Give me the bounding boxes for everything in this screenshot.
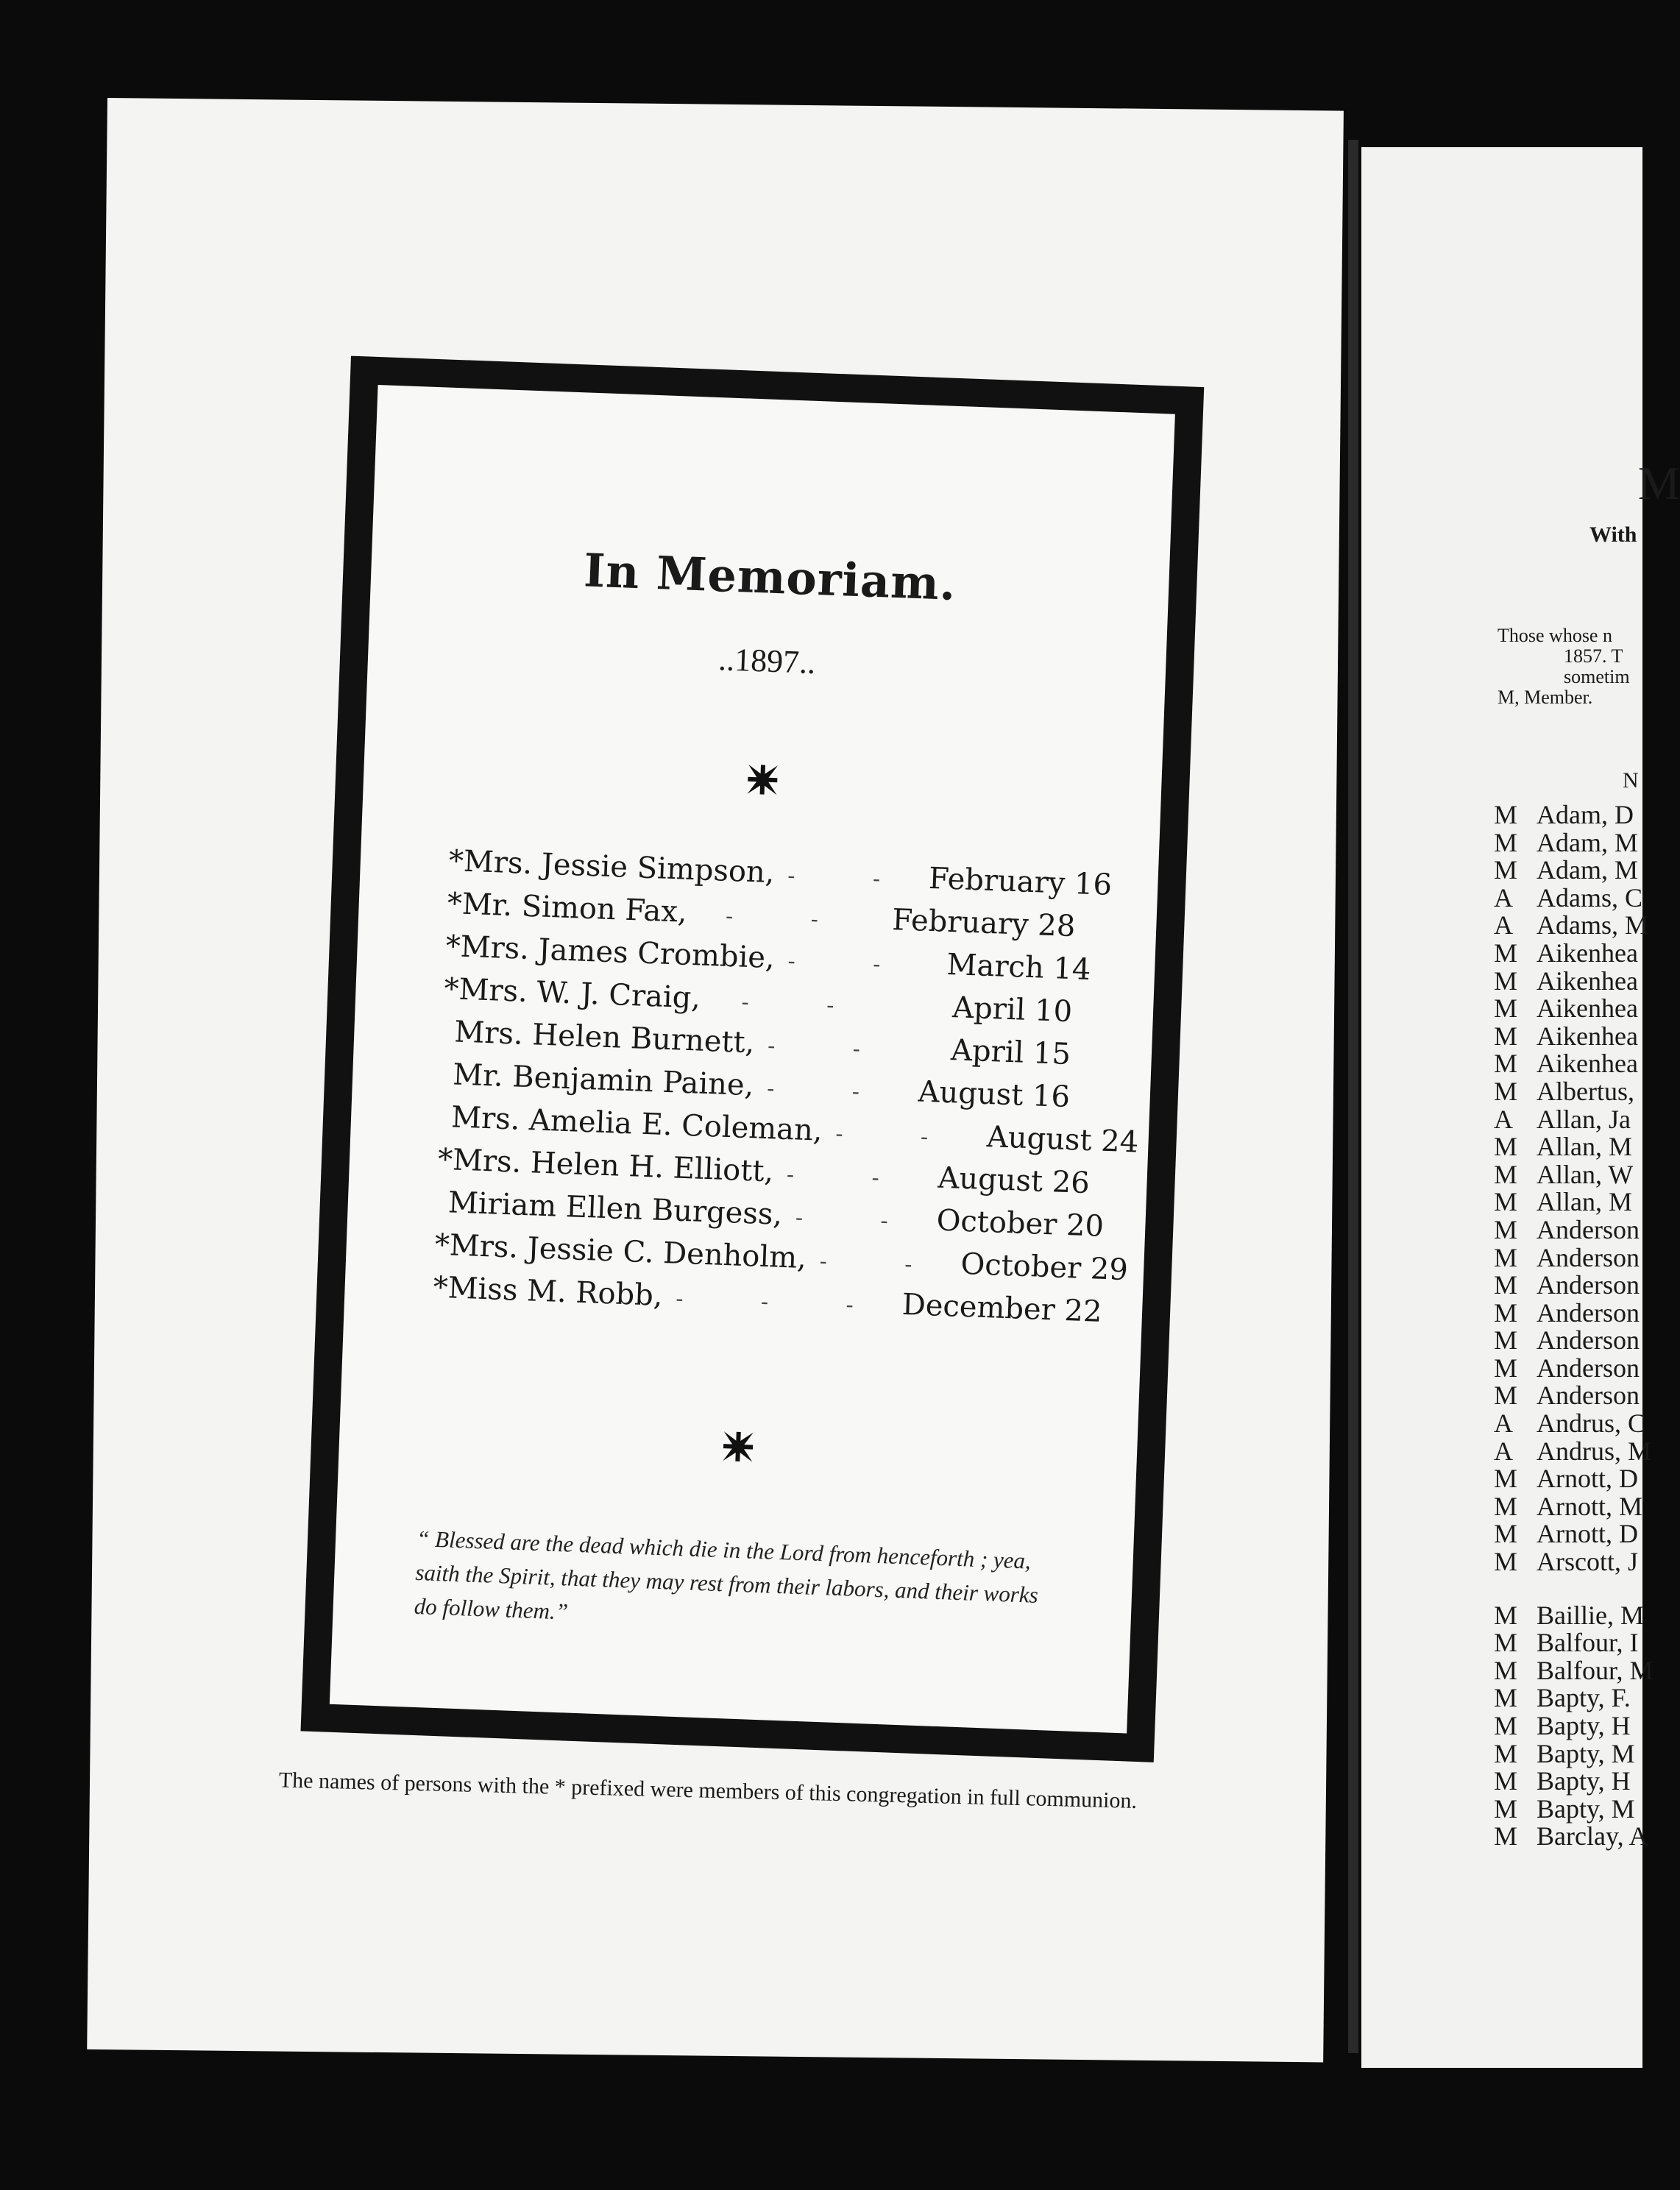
dash-leader: - - (740, 989, 870, 1021)
member-name: Anderson (1537, 1270, 1640, 1300)
death-date: October 29 (960, 1247, 1129, 1288)
dash-leader: - - (787, 862, 916, 894)
member-name: Anderson (1537, 1325, 1640, 1356)
member-name: Allan, M (1537, 1132, 1632, 1162)
membership-type: M (1494, 1766, 1518, 1796)
memorial-year: ..1897.. (717, 641, 817, 681)
membership-type: A (1494, 1408, 1513, 1439)
death-date: March 14 (946, 947, 1092, 988)
member-name: Barclay, A (1537, 1821, 1648, 1851)
membership-type: M (1494, 1187, 1518, 1217)
member-name: Anderson (1537, 1297, 1640, 1328)
roster-row (1494, 1048, 1654, 1079)
membership-type: A (1494, 910, 1513, 940)
member-name: Anderson (1537, 1353, 1640, 1383)
member-name: Aikenhea (1537, 1049, 1638, 1079)
membership-type: M (1494, 1270, 1518, 1300)
member-name: Bapty, H (1537, 1711, 1631, 1740)
roster-row (1494, 1408, 1654, 1439)
member-name: Arscott, J (1537, 1547, 1638, 1577)
member-name: Anderson (1537, 1381, 1640, 1411)
roster-row (1494, 1738, 1654, 1766)
membership-type: M (1494, 1683, 1518, 1713)
member-name: Bapty, H (1537, 1766, 1631, 1796)
membership-type: M (1494, 1242, 1518, 1272)
death-date: August 26 (937, 1160, 1091, 1201)
membership-type: M (1494, 1519, 1518, 1549)
membership-type: A (1494, 1436, 1513, 1466)
roster-row (1494, 910, 1654, 938)
roster-row (1494, 1655, 1654, 1683)
member-name: Aikenhea (1537, 965, 1638, 996)
death-date: February 16 (928, 861, 1113, 902)
deceased-name: *Mrs. James Crombie, (444, 929, 776, 976)
member-name: Bapty, F. (1537, 1683, 1631, 1713)
right-page (1361, 147, 1680, 2068)
member-name: Arnott, D (1537, 1464, 1638, 1494)
member-name: Allan, M (1537, 1187, 1632, 1217)
roster-row (1494, 1380, 1654, 1411)
member-name: Aikenhea (1537, 1021, 1638, 1051)
membership-type: M (1494, 1464, 1518, 1494)
deceased-name: *Mrs. Jessie C. Denholm, (433, 1227, 807, 1276)
roster-row (1494, 1242, 1654, 1270)
right-page-intro (1498, 626, 1630, 708)
left-page (87, 98, 1344, 2062)
member-name: Allan, W (1537, 1159, 1634, 1189)
roster-row (1494, 799, 1654, 827)
deceased-name: Mrs. Amelia E. Coleman, (450, 1100, 823, 1148)
membership-type: M (1494, 1655, 1518, 1685)
membership-type: M (1494, 1628, 1518, 1658)
member-name: Adam, D (1537, 800, 1634, 829)
right-page-subheading: With (1589, 522, 1637, 547)
member-name: Anderson (1537, 1242, 1640, 1272)
dash-leader: - - (787, 948, 916, 979)
membership-type: M (1494, 1491, 1518, 1521)
deceased-name: Mr. Benjamin Paine, (452, 1057, 755, 1103)
membership-type: M (1494, 1325, 1518, 1356)
membership-type: M (1494, 1793, 1518, 1824)
dash-leader: - - (834, 1121, 964, 1152)
member-name: Adam, M (1537, 827, 1638, 857)
membership-type: M (1494, 1547, 1518, 1577)
member-name: Adam, M (1537, 855, 1638, 885)
roster-row (1494, 1793, 1654, 1824)
roster-row (1494, 1436, 1654, 1464)
member-name: Andrus, M (1537, 1436, 1652, 1466)
deceased-name: Mrs. Helen Burnett, (453, 1015, 756, 1060)
roster-row (1494, 1353, 1654, 1381)
member-name: Aikenhea (1537, 993, 1638, 1024)
membership-type: M (1494, 965, 1518, 996)
intro-line: 1857. T (1564, 645, 1623, 667)
deceased-name: *Miss M. Robb, (432, 1270, 664, 1313)
membership-type: M (1494, 1214, 1518, 1244)
membership-type: M (1494, 1600, 1518, 1630)
deceased-name: Miriam Ellen Burgess, (447, 1186, 783, 1232)
roster-row (1494, 1214, 1654, 1242)
death-date: August 16 (917, 1074, 1071, 1115)
member-name: Baillie, M (1537, 1600, 1644, 1630)
dash-leader: - - (819, 1248, 949, 1280)
roster-row (1494, 1518, 1654, 1549)
member-name: Allan, Ja (1537, 1104, 1631, 1134)
roster-row (1494, 1186, 1654, 1217)
roster-row (1494, 1546, 1654, 1577)
roster-row (1494, 938, 1654, 968)
roster-row (1494, 965, 1654, 996)
membership-type: M (1494, 993, 1518, 1024)
member-name: Arnott, M (1537, 1491, 1642, 1521)
memorial-entries-list (432, 843, 1139, 1336)
membership-type: A (1494, 882, 1513, 912)
dash-leader: - - (725, 903, 854, 935)
dash-leader: - - (786, 1162, 915, 1193)
dash-leader: - - - (675, 1286, 890, 1320)
deceased-name: *Mrs. Helen H. Elliott, (437, 1142, 774, 1189)
maltese-cross-icon (744, 762, 781, 798)
death-date: February 28 (891, 903, 1077, 944)
membership-type: M (1494, 1159, 1518, 1189)
intro-line: sometim (1564, 666, 1630, 687)
death-date: October 20 (935, 1203, 1105, 1244)
membership-type: M (1494, 1711, 1518, 1740)
roster-row (1494, 1297, 1654, 1328)
member-name: Anderson (1537, 1214, 1640, 1244)
book-gutter (1348, 140, 1358, 2053)
deceased-name: *Mrs. Jessie Simpson, (448, 843, 776, 890)
roster-row (1494, 1159, 1654, 1187)
membership-type: M (1494, 1297, 1518, 1328)
membership-type: M (1494, 800, 1518, 829)
member-name: Adams, C (1537, 882, 1642, 912)
right-page-heading: M (1638, 457, 1680, 509)
column-label: N (1623, 768, 1639, 793)
membership-type: M (1494, 1353, 1518, 1383)
membership-type: M (1494, 1049, 1518, 1079)
membership-type: M (1494, 1021, 1518, 1051)
footnote: The names of persons with the * prefixed were members of this congregation in full communion. (278, 1768, 1138, 1813)
member-name: Balfour, I (1537, 1628, 1639, 1658)
roster-row (1494, 1021, 1654, 1049)
membership-type: M (1494, 938, 1518, 968)
roster-row (1494, 1491, 1654, 1519)
roster-row (1494, 1682, 1654, 1713)
member-name: Andrus, C (1537, 1408, 1646, 1439)
membership-type: M (1494, 1132, 1518, 1162)
membership-type: M (1494, 1738, 1518, 1768)
roster-row (1494, 854, 1654, 885)
roster-row (1494, 1821, 1654, 1849)
member-name: Albertus, (1537, 1076, 1634, 1106)
roster-row (1494, 1076, 1654, 1104)
memorial-title: In Memoriam. (583, 543, 957, 611)
deceased-name: *Mr. Simon Fax, (446, 886, 688, 929)
member-name: Bapty, M (1537, 1793, 1635, 1824)
roster-row (1494, 882, 1654, 910)
scripture-quote: “ Blessed are the dead which die in the Lord from henceforth ; yea, saith the Spirit, that they may rest from their labors, and their works do follow them.” (414, 1525, 1039, 1625)
membership-type: M (1494, 1381, 1518, 1411)
membership-type: M (1494, 827, 1518, 857)
death-date: December 22 (901, 1287, 1103, 1329)
roster-row (1494, 1269, 1654, 1300)
member-name: Adams, M (1537, 910, 1648, 940)
intro-line: Those whose n (1498, 625, 1612, 646)
roster-row (1494, 1325, 1654, 1356)
membership-type: M (1494, 1821, 1518, 1851)
death-date: August 24 (986, 1120, 1139, 1160)
dash-leader: - - (767, 1033, 896, 1064)
deceased-name: *Mrs. W. J. Craig, (443, 971, 701, 1016)
dash-leader: - - (795, 1205, 924, 1236)
roster-row (1494, 1627, 1654, 1658)
roster-row (1494, 827, 1654, 855)
roster-row (1494, 1463, 1654, 1494)
roster-row (1494, 1131, 1654, 1162)
mourning-border-frame (300, 356, 1204, 1762)
intro-line: M, Member. (1498, 687, 1593, 708)
death-date: April 10 (951, 991, 1073, 1030)
member-name: Bapty, M (1537, 1738, 1635, 1768)
dash-leader: - - (766, 1076, 896, 1107)
membership-type: M (1494, 855, 1518, 885)
roster-row (1494, 1600, 1654, 1628)
member-roster (1494, 799, 1654, 1849)
member-name: Balfour, M (1537, 1655, 1654, 1685)
maltese-cross-icon (720, 1428, 756, 1465)
member-name: Aikenhea (1537, 938, 1638, 968)
roster-row (1494, 1710, 1654, 1738)
death-date: April 15 (950, 1033, 1071, 1072)
roster-row (1494, 1765, 1654, 1796)
roster-row (1494, 1104, 1654, 1132)
member-name: Arnott, D (1537, 1519, 1638, 1549)
membership-type: A (1494, 1104, 1513, 1134)
membership-type: M (1494, 1076, 1518, 1106)
roster-row (1494, 993, 1654, 1024)
